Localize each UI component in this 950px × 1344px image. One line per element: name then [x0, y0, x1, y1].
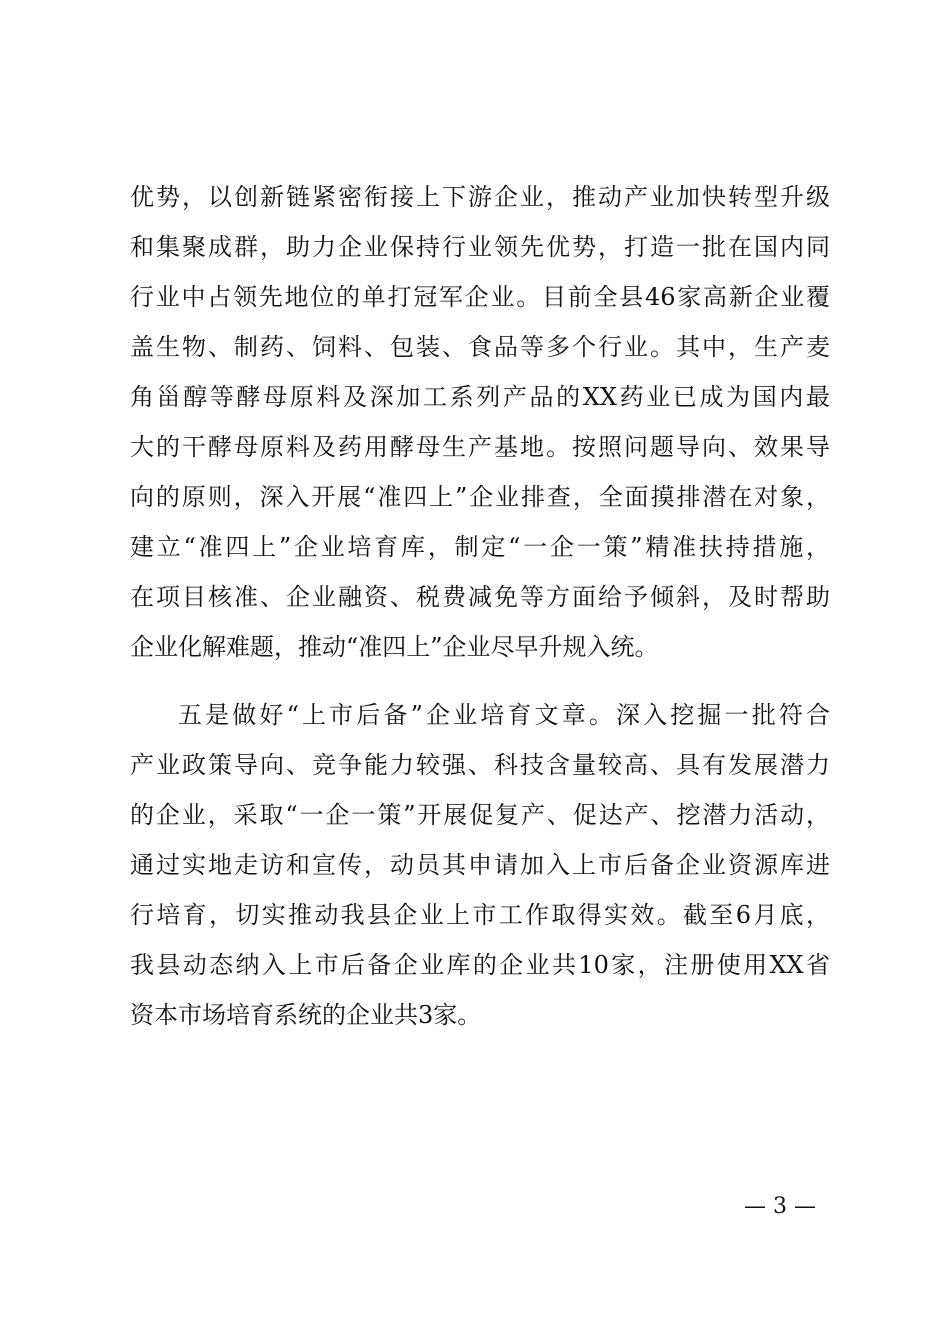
text-line: 大的干酵母原料及药用酵母生产基地。按照问题导向、效果导: [130, 433, 830, 461]
text-line: 建立“准四上”企业培育库，制定“一企一策”精准扶持措施，: [130, 533, 830, 561]
text-line: 行培育，切实推动我县企业上市工作取得实效。截至6月底，: [130, 901, 830, 929]
text-line: 盖生物、制药、饲料、包装、食品等多个行业。其中，生产麦: [130, 333, 830, 361]
text-line: 通过实地走访和宣传，动员其申请加入上市后备企业资源库进: [130, 851, 830, 879]
text-line: 产业政策导向、竞争能力较强、科技含量较高、具有发展潜力: [130, 751, 830, 779]
text-line: 在项目核准、企业融资、税费减免等方面给予倾斜，及时帮助: [130, 583, 830, 611]
text-line: 和集聚成群，助力企业保持行业领先优势，打造一批在国内同: [130, 233, 830, 261]
text-line: 优势，以创新链紧密衔接上下游企业，推动产业加快转型升级: [130, 183, 830, 211]
text-line: 资本市场培育系统的企业共3家。: [130, 1001, 482, 1029]
text-line: 向的原则，深入开展“准四上”企业排查，全面摸排潜在对象，: [130, 483, 830, 511]
text-line: 行业中占领先地位的单打冠军企业。目前全县46家高新企业覆: [130, 283, 830, 311]
paragraph-first-line: 五是做好“上市后备”企业培育文章。深入挖掘一批符合: [178, 701, 830, 729]
text-line: 的企业，采取“一企一策”开展促复产、促达产、挖潜力活动，: [130, 801, 830, 829]
text-line: 企业化解难题，推动“准四上”企业尽早升规入统。: [130, 633, 659, 661]
text-line: 我县动态纳入上市后备企业库的企业共10家，注册使用XX省: [130, 951, 830, 979]
text-line: 角甾醇等酵母原料及深加工系列产品的XX药业已成为国内最: [130, 383, 830, 411]
page-number: — 3 —: [744, 1194, 816, 1219]
